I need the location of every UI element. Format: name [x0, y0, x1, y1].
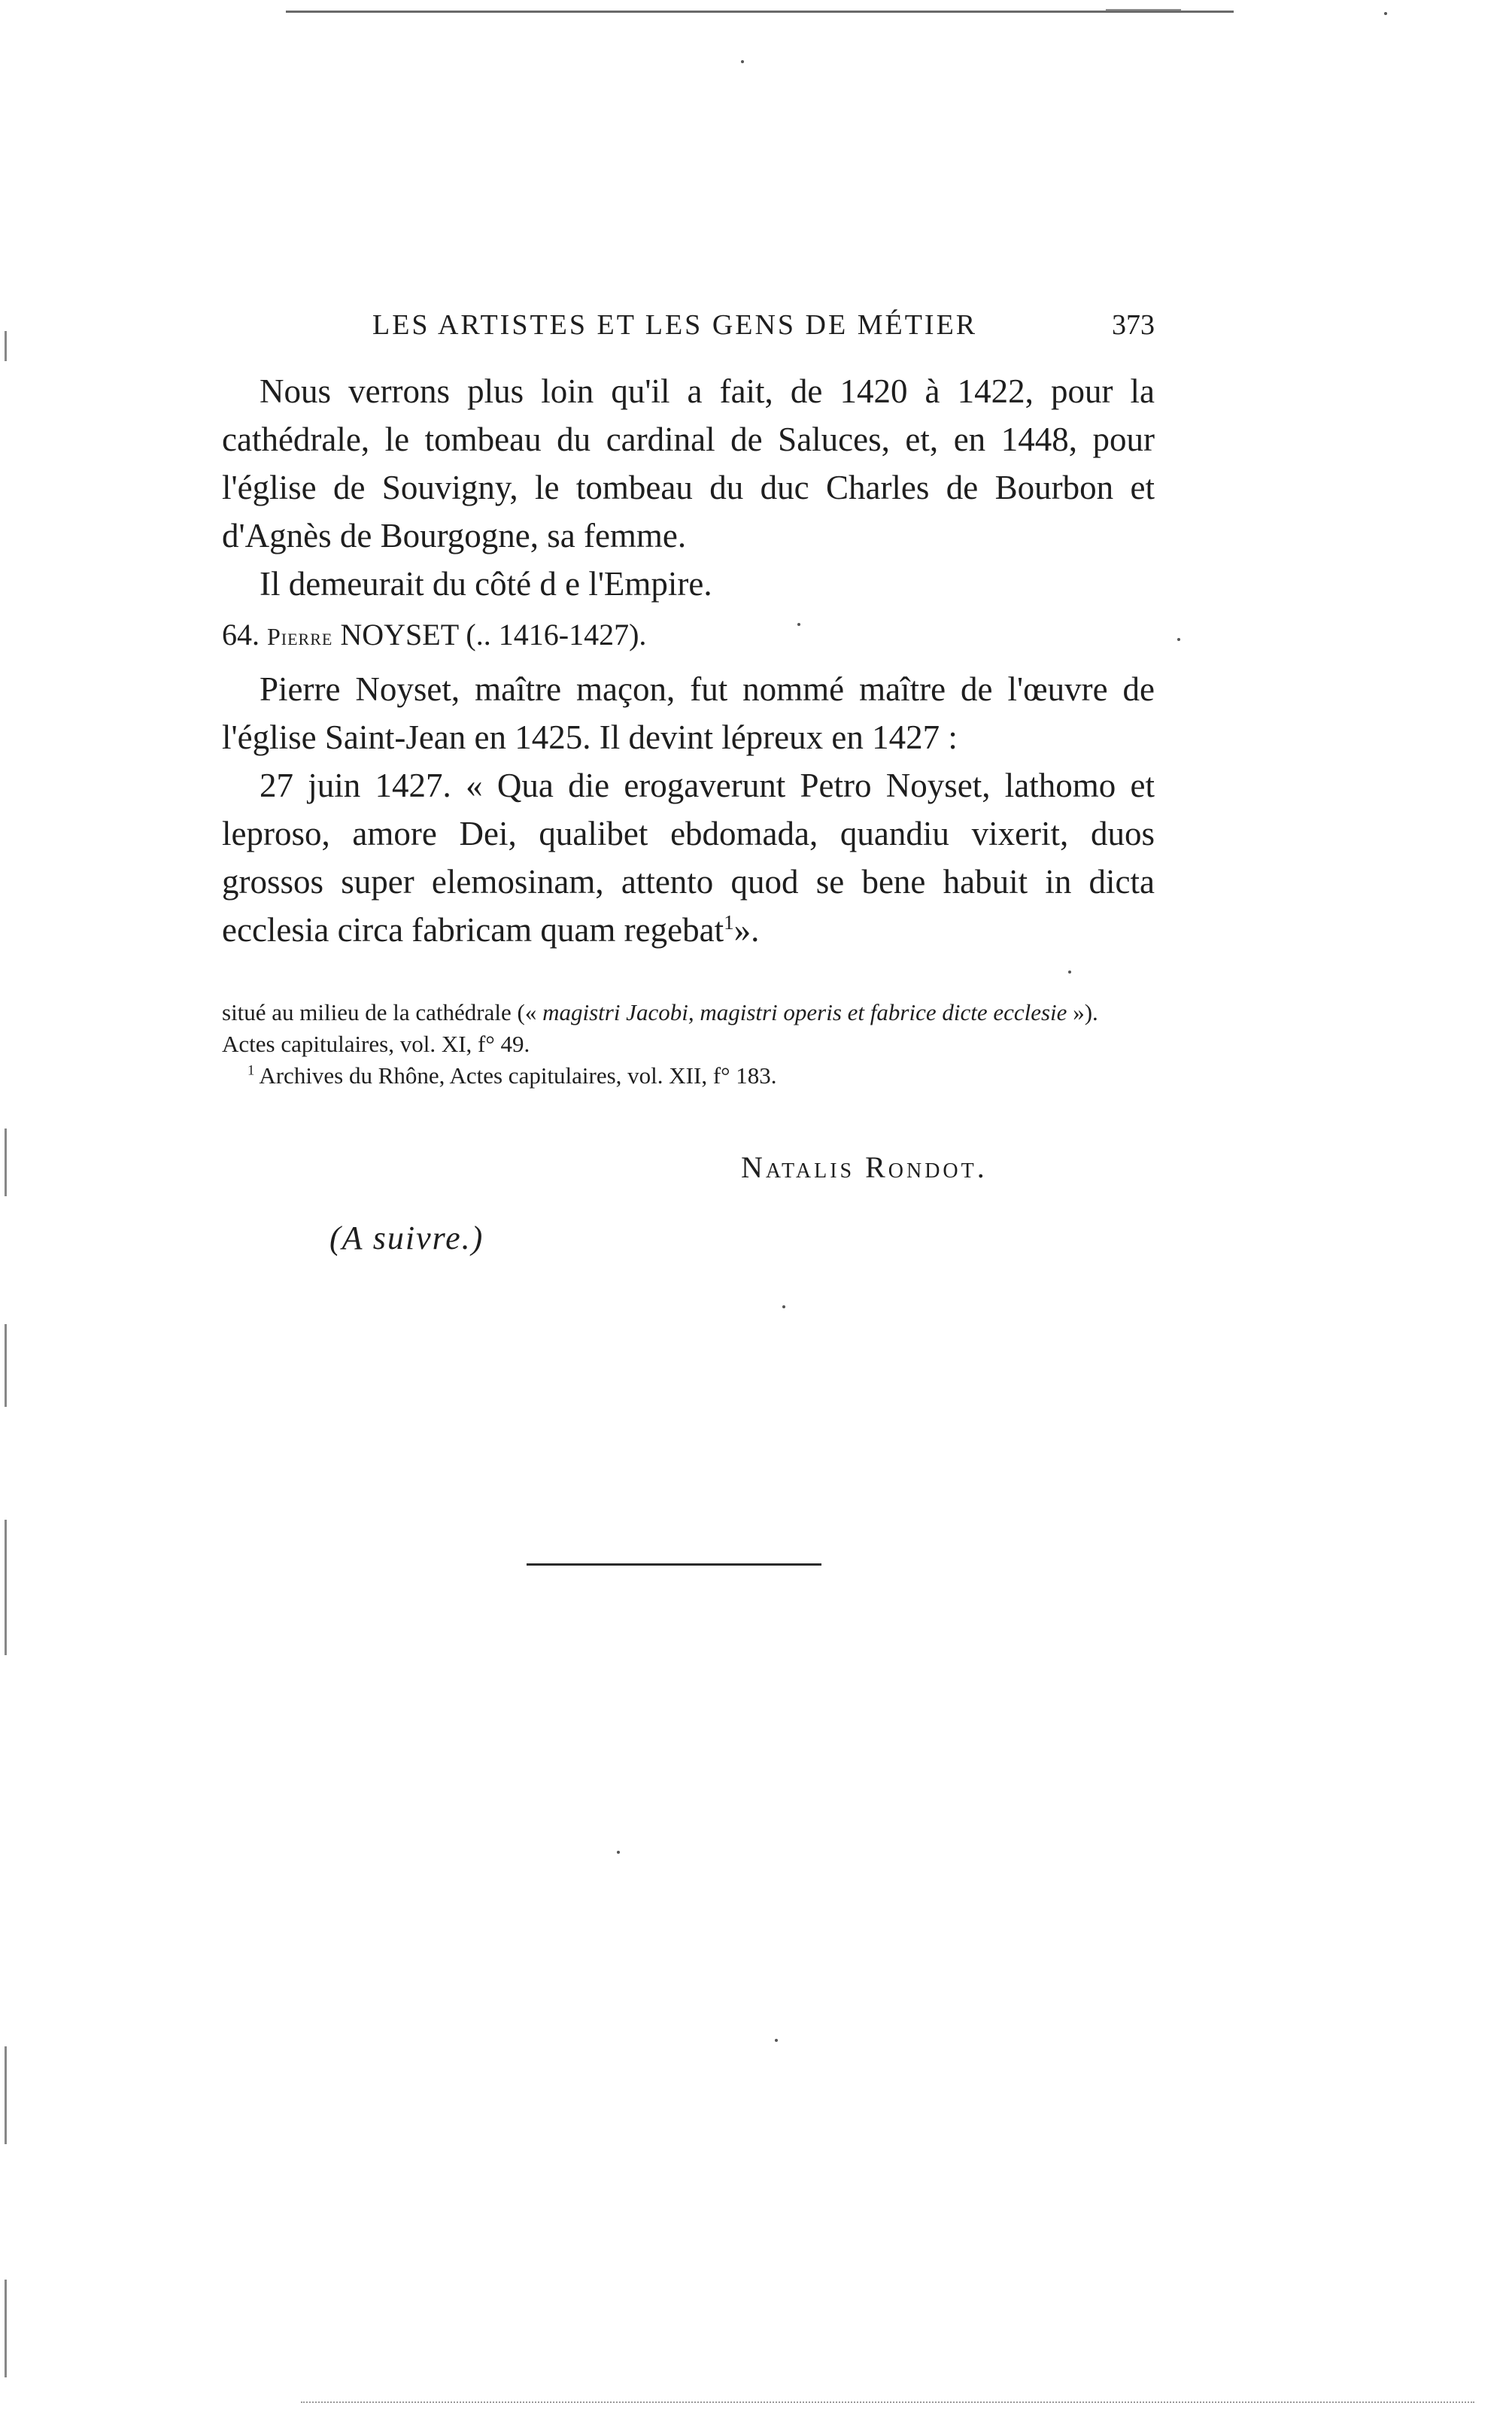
entry-number: 64. [222, 618, 260, 652]
footnote-ref: 1 [724, 911, 734, 934]
paragraph: Nous verrons plus loin qu'il a fait, de 1420 à 1422, pour la cathédrale, le tombeau du cardinal de Saluces, et, en 1448, pour l'église de Souvigny, le tombeau du duc Charles de Bourbon et d'Agnès de Bourgogne, sa femme. [222, 372, 1155, 554]
scan-left-edge-mark [5, 1324, 7, 1407]
footnote-continuation [222, 997, 1155, 1060]
scan-speck [1384, 12, 1387, 15]
scan-left-edge-mark [5, 1520, 7, 1655]
quoted-text: 27 juin 1427. « Qua die erogaverunt Petro Noyset, lathomo et leproso, amore Dei, qualibet ebdomada, quandiu vixerit, duos grossos super elemosinam, attento quod se bene habuit in dicta ecclesia circa fabricam quam regebat [222, 767, 1155, 949]
footnote-text: Archives du Rhône, Actes capitulaires, vol. XII, f° 183. [259, 1062, 777, 1089]
page-number: 373 [1112, 309, 1155, 341]
closing-mark: ». [733, 911, 760, 949]
author-name: Natalis Rondot. [741, 1150, 988, 1184]
paragraph: Pierre Noyset, maître maçon, fut nommé maître de l'œuvre de l'église Saint-Jean en 1425. Il devint lépreux en 1427 : [222, 670, 1155, 756]
running-title: LES ARTISTES ET LES GENS DE MÉTIER [372, 309, 978, 341]
entry-heading [222, 617, 646, 652]
to-be-continued: (A suivre.) [329, 1220, 484, 1256]
entry-text [222, 665, 1155, 954]
scan-speck [775, 2039, 778, 2042]
scan-left-edge-mark [5, 331, 7, 361]
footnote-number: 1 [247, 1062, 255, 1079]
footnote-1 [222, 1060, 1155, 1092]
footnotes [222, 997, 1155, 1092]
scan-speck [1177, 638, 1180, 641]
page-header [222, 308, 1155, 354]
author-signature [741, 1150, 988, 1185]
end-rule [527, 1563, 821, 1566]
scan-speck [782, 1305, 785, 1308]
scan-speck [617, 1851, 620, 1854]
entry-first-name: Pierre [267, 623, 333, 650]
opening-text [222, 367, 1155, 608]
scan-top-edge-line-short [1106, 9, 1181, 11]
footnote-italic-text: magistri Jacobi, magistri operis et fabrice dicte ecclesie [542, 999, 1067, 1025]
scan-left-edge-mark [5, 2280, 7, 2377]
footnote-text: situé au milieu de la cathédrale (« [222, 999, 543, 1025]
scan-speck [1068, 971, 1071, 974]
scan-left-edge-mark [5, 2046, 7, 2144]
entry-last-name: NOYSET [340, 618, 459, 652]
footnote-text: »). Actes capitulaires, vol. XI, f° 49. [222, 999, 1098, 1057]
paragraph [222, 761, 1155, 954]
scan-left-edge-mark [5, 1129, 7, 1196]
scan-top-edge-line [286, 11, 1234, 13]
entry-dates: (.. 1416-1427). [466, 618, 647, 652]
paragraph: Il demeurait du côté d e l'Empire. [260, 565, 712, 603]
scan-speck [741, 60, 744, 63]
scan-speck [797, 623, 800, 626]
scan-bottom-edge-noise [301, 2401, 1474, 2403]
